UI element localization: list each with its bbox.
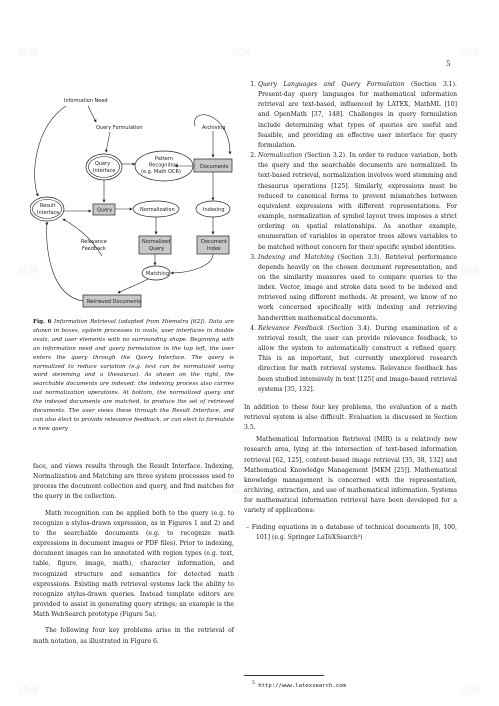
watermark: 试读	[18, 686, 38, 697]
label-result-1: Result	[40, 203, 56, 209]
watermark: 试读	[232, 486, 252, 497]
paragraph-mir: Mathematical Information Retrieval (MIR) is a relatively new research area, lying at the intersection of text-based information retrieval [62, 125], content-based image retrieval [35, 38, 132] and Mathematical Knowledge Management [MKM [25]]. Mathematical knowledge management is concerned with the representation, archiving, extraction, and use of mathematical information. Systems for mathematical information retrieval have been developed for a variety of applications:	[244, 436, 457, 515]
query-interface-oval	[86, 154, 122, 180]
label-retrieved-documents: Retrieved Documents	[87, 299, 142, 305]
watermark: 试读	[18, 48, 38, 59]
label-pattern-1: Pattern	[155, 156, 173, 162]
label-document-index-2: Index	[207, 246, 221, 252]
list-item	[258, 324, 457, 395]
footnote-url[interactable]: http://www.latexsearch.com	[258, 682, 346, 689]
label-query-interface-1: Query	[95, 161, 111, 167]
page-number: 5	[446, 60, 451, 68]
list-item: – Finding equations in a database of technical documents [8, 100, 101] (e.g. Springer LaTeXSearch⁵)	[256, 523, 457, 543]
paragraph-2: Math recognition can be applied both to the query (e.g. to recognize a stylus-drawn expression, as in Figures 1 and 2) and to the searchable documents (e.g. to recognize math expressions in document images or PDF files). Prior to indexing, document images can be annotated with region types (e.g. text, table, figure, image, math), character information, and recognized structure and semantics for detected math expressions. Existing math retrieval systems lack the ability to recognize stylus-drawn queries. Instead template editors are provided to assist in generating query strings; an example is the Math WebSearch prototype (Figure 5a).	[33, 509, 234, 619]
list-item	[258, 151, 457, 253]
footnote-rule	[244, 675, 324, 676]
label-information-need: Information Need	[64, 98, 108, 104]
watermark: 试读	[232, 48, 252, 59]
item-text: (Section 3.1). Present-day query languages for mathematical information retrieval are text-based, influenced by LATEX, MathML [10] and OpenMath [37, 148]. Challenges in query formulation include determining what types of queries are useful and feasible, and providing an effective user interface for query formulation.	[258, 81, 457, 149]
label-result-2: Interface	[37, 210, 60, 216]
label-normalized-query-2: Query	[149, 246, 165, 252]
paragraph-3: The following four key problems arise in the retrieval of math notation, as illustrated in Figure 6.	[33, 627, 234, 645]
figure-caption	[33, 318, 234, 434]
caption-label: Fig. 6	[33, 319, 52, 325]
information-retrieval-diagram	[30, 86, 242, 318]
item-title: Normalization	[258, 152, 303, 160]
result-interface-oval	[30, 197, 64, 221]
label-archiving: Archiving	[202, 125, 226, 131]
footnote	[252, 681, 346, 689]
label-query: Query	[97, 207, 113, 214]
item-text: (Section 3.4). During examination of a retrieval result, the user can provide relevance feedback, to allow the system to automatically construct a refined query. This is an important, but currently unexplored research direction for math retrieval systems. Relevance feedback has been studied intensively in text [125] and image-based retrieval systems [35, 132].	[258, 324, 457, 393]
list-item	[258, 253, 457, 324]
footnote-number: 5	[252, 681, 255, 686]
caption-text: Information Retrieval (adapted from Hiemstra [62]). Data are shown in boxes, system processes in ovals, user interfaces in double ovals, and user elements with no surrounding shape. Beginning with an information need and query formulation in the top left, the user enters the query through the Query Interface. The query is normalized to reduce variation (e.g. text can be normalized using word stemming and a thesaurus). As shown on the right, the searchable documents are indexed; the indexing process also carries out normalization operations. At bottom, the normalized query and the indexed documents are matched, to produce the set of retrieved documents. The user views these through the Result Interface, and can also elect to provide relevance feedback, or can elect to formulate a new query	[33, 319, 234, 432]
label-query-interface-2: Interface	[93, 168, 116, 174]
item-text: (Section 3.2). In order to reduce variation, both the query and the searchable documents are normalized. In text-based retrieval, normalization involves word stemming and thesaurus operations [125]. Similarly, expressions must be reduced to canonical forms to prevent mismatches between equivalent expressions with different representations. For example, normalization of symbol layout trees imposes a strict ordering on spatial relationships. As another example, enumeration of variables in operator trees allows variables to be matched without concern for their specific symbol identities.	[258, 152, 457, 251]
applications-list	[244, 523, 457, 543]
item-title: Query Languages and Query Formulation	[258, 81, 405, 88]
label-normalization: Normalization	[140, 207, 175, 213]
right-column-text	[244, 80, 457, 543]
watermark: 试读	[460, 686, 480, 697]
paragraph-1: face, and views results through the Result Interface. Indexing, Normalization and Matching are three system processes used to process the document collection and query, and find matches for the query in the collection.	[33, 463, 234, 501]
label-query-formulation: Query Formulation	[96, 125, 143, 131]
item-title: Relevance Feedback	[258, 324, 324, 332]
list-item	[258, 80, 457, 151]
watermark: 试读	[460, 48, 480, 59]
label-normalized-query-1: Normalized	[142, 239, 171, 245]
key-problems-list	[244, 80, 457, 395]
label-documents: Documents	[200, 164, 229, 170]
label-relevance-1: Relevance	[81, 239, 107, 245]
label-pattern-2: Recognition	[149, 162, 179, 169]
paragraph-after-list: In addition to these four key problems, the evaluation of a math retrieval system is also difficult. Evaluation is discussed in Section 3.5.	[244, 403, 457, 432]
label-document-index-1: Document	[201, 239, 227, 245]
watermark: 试读	[18, 266, 38, 277]
label-relevance-2: Feedback	[82, 246, 106, 252]
label-matching: Matching	[146, 271, 169, 277]
watermark: 试读	[460, 266, 480, 277]
left-column-text	[33, 462, 234, 647]
label-pattern-3: (e.g. Math OCR)	[141, 169, 181, 175]
item-text: (Section 3.3). Retrieval performance depends heavily on the chosen document representation, and on the similarity measures used to compare queries to the index. Vector, image and stroke data need to be indexed and retrieved using different methods. At present, we know of no work concerned specifically with indexing and retrieving handwritten mathematical documents.	[258, 253, 457, 322]
item-title: Indexing and Matching	[258, 253, 334, 261]
label-indexing: Indexing	[203, 207, 225, 213]
